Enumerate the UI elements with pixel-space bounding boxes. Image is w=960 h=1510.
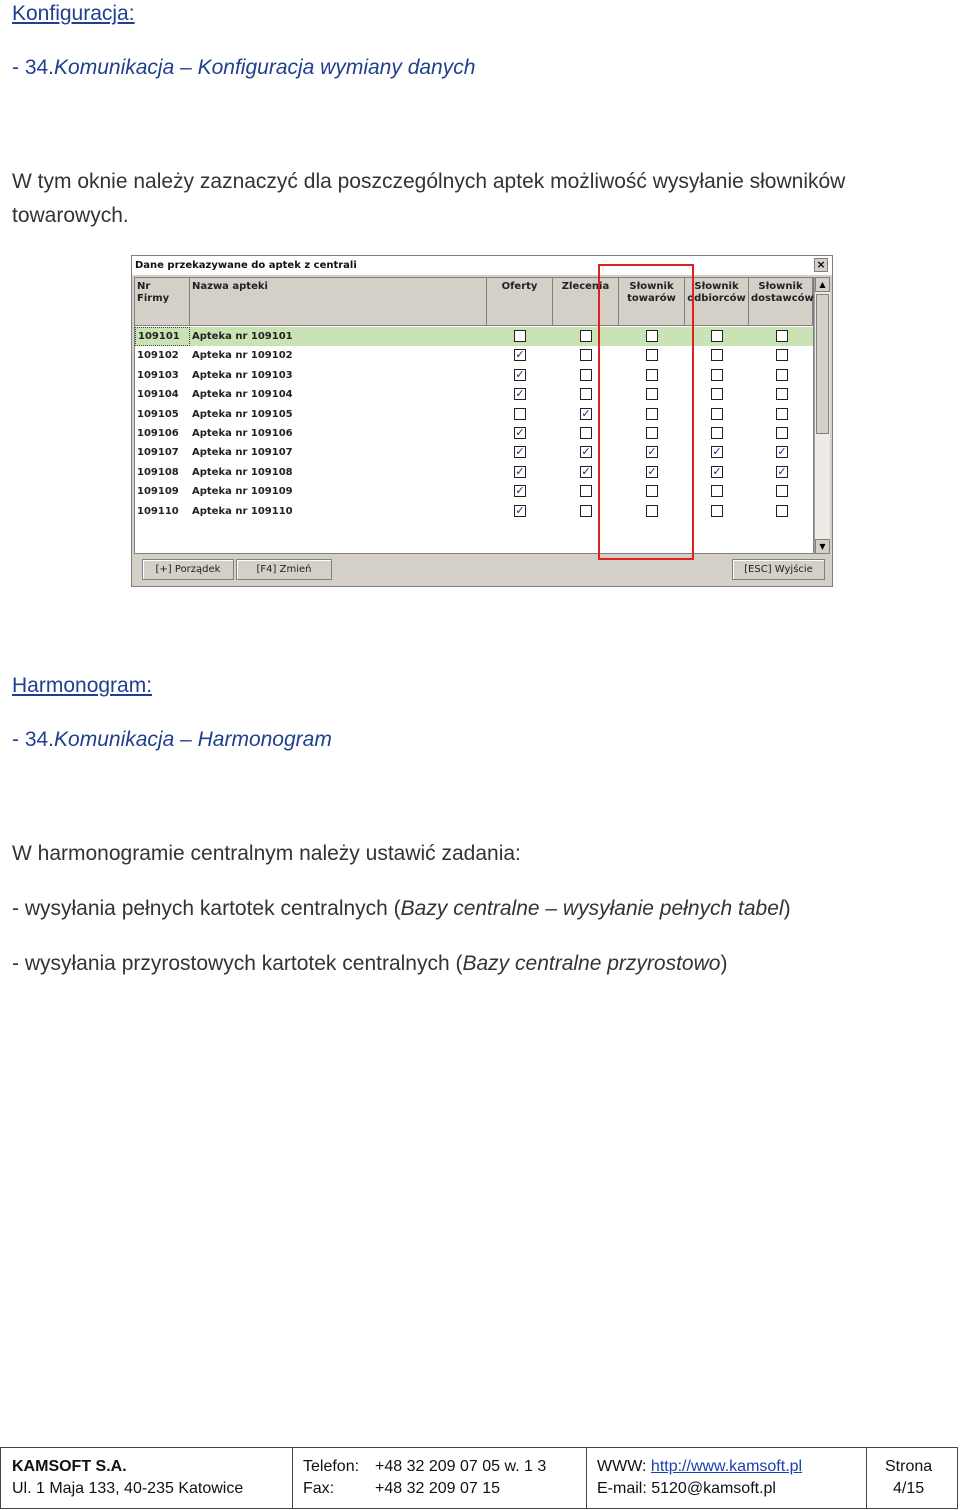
dialog-title: Dane przekazywane do aptek z centrali bbox=[132, 256, 832, 275]
checkbox-checked[interactable]: ✓ bbox=[515, 367, 525, 381]
checkbox-checked[interactable]: ✓ bbox=[581, 445, 591, 459]
zmien-button[interactable]: [F4] Zmień bbox=[236, 559, 332, 580]
footer-company bbox=[1, 1448, 293, 1508]
cell-nr: 109108 bbox=[137, 466, 179, 478]
data-grid bbox=[134, 277, 814, 554]
page-footer bbox=[0, 1447, 958, 1509]
checkbox[interactable] bbox=[711, 369, 723, 381]
checkbox[interactable] bbox=[776, 408, 788, 420]
cell-nr: 109106 bbox=[137, 428, 179, 439]
checkbox[interactable] bbox=[776, 388, 788, 400]
checkbox[interactable] bbox=[580, 427, 592, 439]
path-title: Komunikacja – Konfiguracja wymiany danych bbox=[54, 56, 476, 79]
checkbox[interactable] bbox=[514, 408, 526, 420]
checkbox-checked[interactable]: ✓ bbox=[777, 464, 787, 478]
checkbox[interactable] bbox=[711, 485, 723, 497]
fax-label: Fax: bbox=[303, 1480, 335, 1497]
column-header-label: dostawców bbox=[751, 293, 814, 304]
cell-name: Apteka nr 109108 bbox=[192, 466, 293, 478]
checkbox[interactable] bbox=[514, 330, 526, 342]
table-row[interactable] bbox=[135, 424, 813, 443]
www-line bbox=[597, 1458, 802, 1476]
porzadek-button[interactable]: [+] Porządek bbox=[142, 559, 234, 580]
bullet-end: ) bbox=[720, 952, 728, 975]
table-row[interactable] bbox=[135, 327, 813, 346]
fax-value: +48 32 209 07 15 bbox=[375, 1480, 501, 1497]
page-label: Strona bbox=[885, 1458, 933, 1475]
checkbox[interactable] bbox=[711, 505, 723, 517]
table-row[interactable] bbox=[135, 502, 813, 521]
checkbox-checked[interactable]: ✓ bbox=[515, 426, 525, 439]
section-heading-konfiguracja: Konfiguracja: bbox=[12, 2, 135, 25]
checkbox-checked[interactable]: ✓ bbox=[647, 445, 657, 459]
checkbox-checked[interactable]: ✓ bbox=[515, 503, 525, 517]
close-button[interactable]: × bbox=[814, 258, 828, 272]
cell-nr: 109107 bbox=[137, 447, 179, 459]
table-row[interactable] bbox=[135, 482, 813, 501]
cell-nr: 109105 bbox=[137, 408, 179, 420]
table-row[interactable] bbox=[135, 463, 813, 482]
section-heading-harmonogram: Harmonogram: bbox=[12, 674, 153, 697]
column-header-label: Słownik bbox=[694, 281, 739, 292]
checkbox-checked[interactable]: ✓ bbox=[581, 406, 591, 420]
table-row[interactable] bbox=[135, 405, 813, 424]
paragraph-line: W harmonogramie centralnym należy ustawić zadania: bbox=[12, 842, 521, 865]
email-line: E-mail: 5120@kamsoft.pl bbox=[597, 1480, 776, 1497]
checkbox[interactable] bbox=[776, 369, 788, 381]
checkbox[interactable] bbox=[580, 369, 592, 381]
checkbox-checked[interactable]: ✓ bbox=[777, 445, 787, 459]
highlight-box-slownik-towarow bbox=[598, 264, 694, 560]
menu-path-harmonogram bbox=[12, 728, 332, 752]
bullet-italic: Bazy centralne – wysyłanie pełnych tabel bbox=[400, 897, 784, 920]
bullet-text: - wysyłania przyrostowych kartotek centralnych ( bbox=[12, 952, 463, 975]
checkbox-checked[interactable]: ✓ bbox=[712, 445, 722, 459]
cell-nr: 109104 bbox=[137, 389, 179, 401]
column-header-label: towarów bbox=[627, 293, 676, 304]
checkbox[interactable] bbox=[580, 485, 592, 497]
path-prefix: - 34. bbox=[12, 728, 55, 751]
checkbox[interactable] bbox=[580, 388, 592, 400]
bullet-item bbox=[12, 895, 791, 922]
checkbox[interactable] bbox=[776, 485, 788, 497]
checkbox-checked[interactable]: ✓ bbox=[712, 464, 722, 478]
bullet-item bbox=[12, 950, 727, 977]
www-link[interactable]: http://www.kamsoft.pl bbox=[650, 1458, 803, 1475]
cell-name: Apteka nr 109110 bbox=[192, 505, 293, 517]
checkbox[interactable] bbox=[711, 427, 723, 439]
checkbox[interactable] bbox=[776, 505, 788, 517]
tel-label: Telefon: bbox=[303, 1458, 360, 1475]
column-header-slownik-odbiorcow[interactable] bbox=[685, 278, 749, 326]
cell-nr: 109109 bbox=[137, 486, 179, 498]
cell-name: Apteka nr 109107 bbox=[192, 447, 293, 459]
footer-contact bbox=[293, 1448, 587, 1508]
menu-path-konfiguracja bbox=[12, 56, 475, 80]
checkbox[interactable] bbox=[711, 408, 723, 420]
path-title: Komunikacja – Harmonogram bbox=[54, 728, 332, 751]
checkbox[interactable] bbox=[776, 330, 788, 342]
cell-name: Apteka nr 109101 bbox=[192, 331, 293, 342]
path-prefix: - 34. bbox=[12, 56, 55, 79]
bullet-end: ) bbox=[783, 897, 791, 920]
checkbox-checked[interactable]: ✓ bbox=[515, 484, 525, 498]
bullet-italic: Bazy centralne przyrostowo bbox=[462, 952, 721, 975]
footer-web bbox=[587, 1448, 867, 1508]
column-header-label: Słownik bbox=[629, 281, 674, 292]
cell-nr: 109110 bbox=[137, 505, 179, 517]
cell-name: Apteka nr 109109 bbox=[192, 486, 293, 498]
column-header-label: odbiorców bbox=[687, 293, 746, 304]
column-header-nazwa[interactable] bbox=[190, 278, 487, 326]
vertical-scrollbar[interactable] bbox=[814, 277, 830, 554]
company-name: KAMSOFT S.A. bbox=[12, 1458, 127, 1475]
scroll-thumb[interactable] bbox=[816, 294, 829, 434]
company-address: Ul. 1 Maja 133, 40-235 Katowice bbox=[12, 1480, 244, 1497]
checkbox[interactable] bbox=[776, 427, 788, 439]
paragraph-line: W tym oknie należy zaznaczyć dla poszczególnych aptek możliwość wysyłanie słowników bbox=[12, 170, 846, 193]
column-header-label: Oferty bbox=[501, 281, 538, 292]
checkbox-checked[interactable]: ✓ bbox=[515, 387, 525, 401]
table-row[interactable] bbox=[135, 366, 813, 385]
page-number: 4/15 bbox=[893, 1480, 925, 1497]
cell-name: Apteka nr 109102 bbox=[192, 350, 293, 362]
checkbox[interactable] bbox=[711, 349, 723, 361]
bullet-text: - wysyłania pełnych kartotek centralnych ( bbox=[12, 897, 401, 920]
checkbox-checked[interactable]: ✓ bbox=[515, 464, 525, 478]
checkbox-checked[interactable]: ✓ bbox=[515, 445, 525, 459]
table-row[interactable] bbox=[135, 385, 813, 404]
cell-nr: 109103 bbox=[137, 369, 179, 381]
table-row[interactable] bbox=[135, 443, 813, 462]
column-header-nr[interactable] bbox=[135, 278, 190, 326]
dialog-window bbox=[131, 255, 833, 587]
scroll-down-icon[interactable]: ▼ bbox=[815, 539, 830, 554]
checkbox-checked[interactable]: ✓ bbox=[647, 464, 657, 478]
column-header-label: Firmy bbox=[137, 293, 170, 304]
checkbox[interactable] bbox=[711, 330, 723, 342]
checkbox-checked[interactable]: ✓ bbox=[581, 464, 591, 478]
checkbox[interactable] bbox=[580, 349, 592, 361]
checkbox[interactable] bbox=[776, 349, 788, 361]
checkbox-checked[interactable]: ✓ bbox=[515, 348, 525, 362]
checkbox[interactable] bbox=[580, 330, 592, 342]
column-header-label: Zlecenia bbox=[561, 281, 610, 292]
cell-nr: 109102 bbox=[137, 350, 179, 362]
cell-name: Apteka nr 109106 bbox=[192, 428, 293, 439]
tel-value: +48 32 209 07 05 w. 1 3 bbox=[375, 1458, 547, 1475]
paragraph-line: towarowych. bbox=[12, 204, 129, 227]
column-header-label: Nr bbox=[137, 281, 151, 292]
table-row[interactable] bbox=[135, 346, 813, 365]
column-header-oferty[interactable] bbox=[487, 278, 553, 326]
cell-name: Apteka nr 109104 bbox=[192, 389, 293, 401]
cell-name: Apteka nr 109105 bbox=[192, 408, 293, 420]
footer-page bbox=[867, 1448, 957, 1508]
column-header-label: Nazwa apteki bbox=[192, 281, 268, 292]
checkbox[interactable] bbox=[580, 505, 592, 517]
cell-nr: 109101 bbox=[135, 327, 190, 346]
button-bar bbox=[134, 556, 830, 584]
scroll-up-icon[interactable]: ▲ bbox=[815, 277, 830, 292]
column-header-slownik-dostawcow[interactable] bbox=[749, 278, 813, 326]
www-label: WWW: bbox=[597, 1458, 647, 1475]
column-header-label: Słownik bbox=[758, 281, 803, 292]
checkbox[interactable] bbox=[711, 388, 723, 400]
cell-name: Apteka nr 109103 bbox=[192, 369, 293, 381]
wyjscie-button[interactable]: [ESC] Wyjście bbox=[732, 559, 825, 580]
